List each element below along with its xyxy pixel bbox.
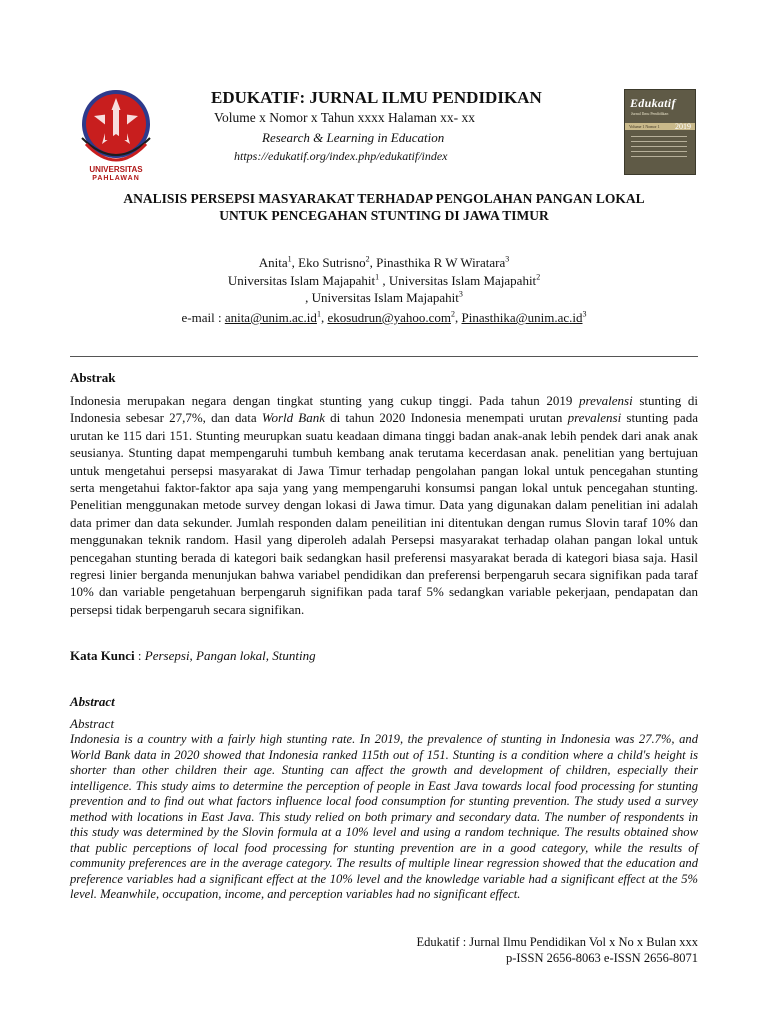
journal-url-link[interactable]: https://edukatif.org/index.php/edukatif/index bbox=[234, 149, 448, 163]
author-mark: 2 bbox=[365, 254, 370, 264]
email-link[interactable]: anita@unim.ac.id bbox=[224, 310, 317, 325]
journal-title: EDUKATIF: JURNAL ILMU PENDIDIKAN bbox=[211, 88, 542, 107]
email-label: e-mail : bbox=[181, 310, 225, 325]
author-mark: 3 bbox=[505, 254, 510, 264]
affiliation-mark: 2 bbox=[536, 272, 541, 282]
email-mark: 2 bbox=[450, 309, 455, 319]
affiliation-line-1 bbox=[70, 273, 698, 289]
cover-year: 2019 bbox=[675, 122, 691, 131]
keywords-label: Kata Kunci bbox=[70, 648, 135, 663]
affiliation-line-2 bbox=[70, 290, 698, 306]
paper-title-line-2: UNTUK PENCEGAHAN STUNTING DI JAWA TIMUR bbox=[219, 208, 549, 223]
affiliation-name: , Universitas Islam Majapahit bbox=[305, 290, 459, 305]
email-mark: 1 bbox=[316, 309, 321, 319]
keywords-values: Persepsi, Pangan lokal, Stunting bbox=[144, 648, 316, 663]
cover-band-text: Volume 1 Nomor 1 bbox=[629, 124, 660, 129]
email-link[interactable]: ekosudrun@yahoo.com bbox=[327, 310, 451, 325]
author-mark: 1 bbox=[287, 254, 292, 264]
keywords-separator: : bbox=[134, 648, 145, 663]
email-line: e-mail : $anita@unim.ac.id^1$, ekosudrun@yahoo.com$^2$, $Pinasthika@unim.ac.id^3$ bbox=[181, 309, 587, 325]
email-link[interactable]: Pinasthika@unim.ac.id bbox=[461, 310, 583, 325]
cover-title: Edukatif bbox=[630, 96, 676, 110]
affiliation-mark: 1 bbox=[375, 272, 380, 282]
paper-title-line-1: ANALISIS PERSEPSI MASYARAKAT TERHADAP PENGOLAHAN PANGAN LOKAL bbox=[123, 191, 645, 206]
abstrak-heading: Abstrak bbox=[70, 370, 116, 385]
footer-issn-line: p-ISSN 2656-8063 e-ISSN 2656-8071 bbox=[505, 951, 698, 965]
header-divider bbox=[70, 356, 698, 357]
abstract-body: Indonesia is a country with a fairly high stunting rate. In 2019, the prevalence of stunting in Indonesia was 27.7%, and World Bank data in 2020 showed that Indonesia ranked 115th out of 151. Stunting is a condition where a child's height is shorter than other children their age. Stunting can affect the growth and development of children, especially their intelligence. This study aims to determine the perception of people in East Java towards local food processing for stunting prevention and to find out what factors influence local food consumption for stunting prevention. The study used a survey method with locations in East Java. This study relied on both primary and secondary data. The number of respondents in this study was determined by the Slovin formula at a 10% level and using a random technique. The results obtained show that public perceptions of local food processing for stunting prevention are in a good category, while the results of community preferences are in the average category. The results of multiple linear regression showed that the education and preference variables had a significant effect at the 10% level and the knowledge variable had a significant effect at the 5% level. Meanwhile, occupation, income, and perception variables had no significant effect. bbox=[70, 732, 698, 901]
affiliation-name: Universitas Islam Majapahit bbox=[227, 273, 376, 288]
author-name: Eko Sutrisno bbox=[298, 255, 366, 270]
abstrak-body: Indonesia merupakan negara dengan tingkat stunting yang cukup tinggi. Pada tahun 2019 prevalensi stunting di Indonesia sebesar 27,7%, dan data World Bank di tahun 2020 Indonesia menempati urutan prevalensi stunting pada urutan ke 115 dari 151. Stunting meurupkan suatu keadaan dimana tinggi badan anak-anak lebih pendek dari anak anak seusianya. Stunting dapat mempengaruhi tumbuh kembang anak terutama kecerdasan anak. penelitian yang bertujuan untuk mengetahui persepsi masyarakat di Jawa Timur terhadap pengolahan pangan lokal untuk pencegahan stunting serta mengetahui faktor-faktor apa saja yang yang mempengaruhi konsumsi pangan lokal untuk pencegahan stunting. Penelitian menggunakan metode survey dengan lokasi di Jawa timur. Data yang digunakan dalam penelitian ini adalah data primer dan data sekunder. Jumlah responden dalam peneilitian ini ditentukan dengan rumus Slovin taraf 10% dan menggunakan teknik random. Hasil yang diperoleh adalah Persepsi masyarakat terhadap olahan pangan lokal untuk pencegahan stunting berada di kategori baik sedangkan hasil preferensi masyarakat berada di kategori biasa saja. Hasil regresi linier berganda menunjukan bahwa variabel pendidikan dan preferensi berpengaruh secara signifikan pada taraf 10% dan variable pengetahuan berpengaruh signifikan pada taraf 5% sedangkan variable pekerjaan, pendapatan dan persepsi tidak berpengaruh secara signifikan. bbox=[70, 393, 698, 617]
cover-subtitle: Jurnal Ilmu Pendidikan bbox=[631, 111, 669, 116]
author-list: Anita$^1$, Eko Sutrisno$^2$, Pinasthika R W Wiratara$^3$ bbox=[258, 254, 510, 270]
keywords-line bbox=[70, 648, 316, 664]
affiliation-mark: 3 bbox=[458, 289, 463, 299]
university-logo bbox=[72, 86, 160, 182]
author-name: Pinasthika R W Wiratara bbox=[376, 255, 506, 270]
footer-journal-line: Edukatif : Jurnal Ilmu Pendidikan Vol x No x Bulan xxx bbox=[416, 935, 698, 949]
cover-decoration bbox=[631, 136, 687, 161]
author-name: Anita bbox=[258, 255, 288, 270]
logo-text-university: UNIVERSITAS bbox=[89, 165, 143, 174]
journal-volume-line: Volume x Nomor x Tahun xxxx Halaman xx- xx bbox=[214, 110, 476, 125]
abstract-sublabel: Abstract bbox=[70, 716, 115, 731]
email-mark: 3 bbox=[582, 309, 587, 319]
abstract-heading: Abstract bbox=[70, 694, 115, 709]
affiliation-name: , Universitas Islam Majapahit bbox=[379, 273, 537, 288]
journal-tagline: Research & Learning in Education bbox=[262, 130, 445, 145]
logo-text-name: PAHLAWAN bbox=[92, 175, 140, 182]
journal-cover-thumbnail bbox=[624, 89, 696, 175]
